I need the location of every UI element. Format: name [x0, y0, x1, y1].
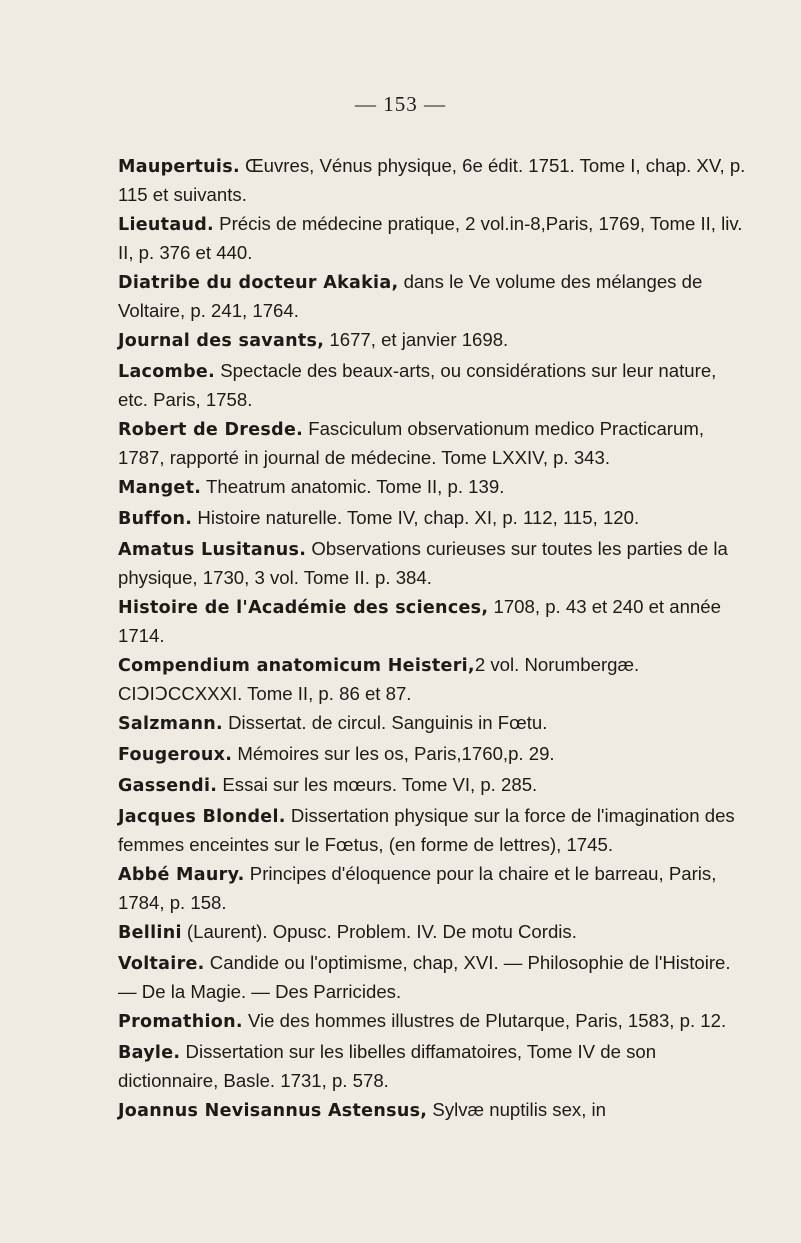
bibliography-entry — [118, 802, 746, 858]
entry-text: Histoire naturelle. Tome IV, chap. XI, p. 112, 115, 120. — [192, 507, 640, 528]
entry-text: 1677, et janvier 1698. — [324, 329, 509, 350]
bibliography-entry — [118, 326, 746, 355]
entry-author: Promathion. — [118, 1012, 243, 1032]
entry-text: Candide ou l'optimisme, chap, XVI. — Philosophie de l'Histoire. — De la Magie. — Des Parricides. — [118, 952, 731, 1002]
bibliography-entry — [118, 268, 746, 324]
entry-text: Principes d'éloquence pour la chaire et le barreau, Paris, 1784, p. 158. — [118, 863, 717, 913]
entry-text: 2 vol. Norumbergæ. CIↃIↃCCXXXI. Tome II, p. 86 et 87. — [118, 654, 640, 704]
entry-text: Essai sur les mœurs. Tome VI, p. 285. — [217, 774, 538, 795]
entry-author: Buffon. — [118, 509, 193, 529]
entry-author: Jacques Blondel. — [118, 807, 286, 827]
entry-text: Spectacle des beaux-arts, ou considérations sur leur nature, etc. Paris, 1758. — [118, 360, 717, 410]
entry-text: Observations curieuses sur toutes les parties de la physique, 1730, 3 vol. Tome II. p. 384. — [118, 538, 728, 588]
entry-author: Gassendi. — [118, 776, 218, 796]
bibliography-entry — [118, 535, 746, 591]
entry-text: Vie des hommes illustres de Plutarque, Paris, 1583, p. 12. — [242, 1010, 727, 1031]
bibliography-entry — [118, 210, 746, 266]
entry-author: Amatus Lusitanus. — [118, 540, 307, 560]
entry-text: Theatrum anatomic. Tome II, p. 139. — [201, 476, 505, 497]
entry-text: Sylvæ nuptilis sex, in — [427, 1099, 607, 1120]
entry-author: Bellini — [118, 923, 182, 943]
entry-text: Précis de médecine pratique, 2 vol.in-8,Paris, 1769, Tome II, liv. II, p. 376 et 440. — [118, 213, 743, 263]
entry-author: Fougeroux. — [118, 745, 233, 765]
bibliography-entry — [118, 651, 746, 707]
bibliography-entry — [118, 504, 746, 533]
entry-author: Diatribe du docteur Akakia, — [118, 273, 399, 293]
entry-author: Lieutaud. — [118, 215, 214, 235]
entry-author: Compendium anatomicum Heisteri, — [118, 656, 475, 676]
bibliography-entry — [118, 918, 746, 947]
entry-author: Salzmann. — [118, 714, 223, 734]
entry-author: Voltaire. — [118, 954, 205, 974]
bibliography-entry — [118, 415, 746, 471]
bibliography-entry — [118, 709, 746, 738]
bibliography-entry — [118, 1007, 746, 1036]
entry-text: Œuvres, Vénus physique, 6e édit. 1751. Tome I, chap. XV, p. 115 et suivants. — [118, 155, 746, 205]
entry-author: Abbé Maury. — [118, 865, 245, 885]
bibliography-entry — [118, 740, 746, 769]
bibliography-entry — [118, 771, 746, 800]
bibliography-entry — [118, 1038, 746, 1094]
bibliography-entry — [118, 473, 746, 502]
bibliography-entry — [118, 593, 746, 649]
entry-text: Dissertation sur les libelles diffamatoires, Tome IV de son dictionnaire, Basle. 1731, p. 578. — [118, 1041, 657, 1091]
entry-text: 1708, p. 43 et 240 et année 1714. — [118, 596, 721, 646]
entry-text: (Laurent). Opusc. Problem. IV. De motu Cordis. — [181, 921, 577, 942]
bibliography-entry — [118, 949, 746, 1005]
bibliography-entry — [118, 860, 746, 916]
entry-text: Mémoires sur les os, Paris,1760,p. 29. — [232, 743, 555, 764]
bibliography-list — [118, 152, 746, 1127]
entry-author: Bayle. — [118, 1043, 181, 1063]
entry-text: Dissertation physique sur la force de l'imagination des femmes enceintes sur le Fœtus, (en forme de lettres), 1745. — [118, 805, 735, 855]
entry-author: Histoire de l'Académie des sciences, — [118, 598, 489, 618]
bibliography-entry — [118, 357, 746, 413]
entry-author: Lacombe. — [118, 362, 216, 382]
entry-author: Journal des savants, — [118, 331, 325, 351]
bibliography-entry — [118, 152, 746, 208]
bibliography-entry — [118, 1096, 746, 1125]
entry-text: Fasciculum observationum medico Practicarum, 1787, rapporté in journal de médecine. Tome LXXIV, p. 343. — [118, 418, 704, 468]
entry-author: Manget. — [118, 478, 202, 498]
page-number: — 153 — — [355, 92, 446, 116]
entry-text: dans le Ve volume des mélanges de Voltaire, p. 241, 1764. — [118, 271, 703, 321]
entry-text: Dissertat. de circul. Sanguinis in Fœtu. — [222, 712, 548, 733]
entry-author: Maupertuis. — [118, 157, 240, 177]
entry-author: Joannus Nevisannus Astensus, — [118, 1101, 428, 1121]
entry-author: Robert de Dresde. — [118, 420, 304, 440]
